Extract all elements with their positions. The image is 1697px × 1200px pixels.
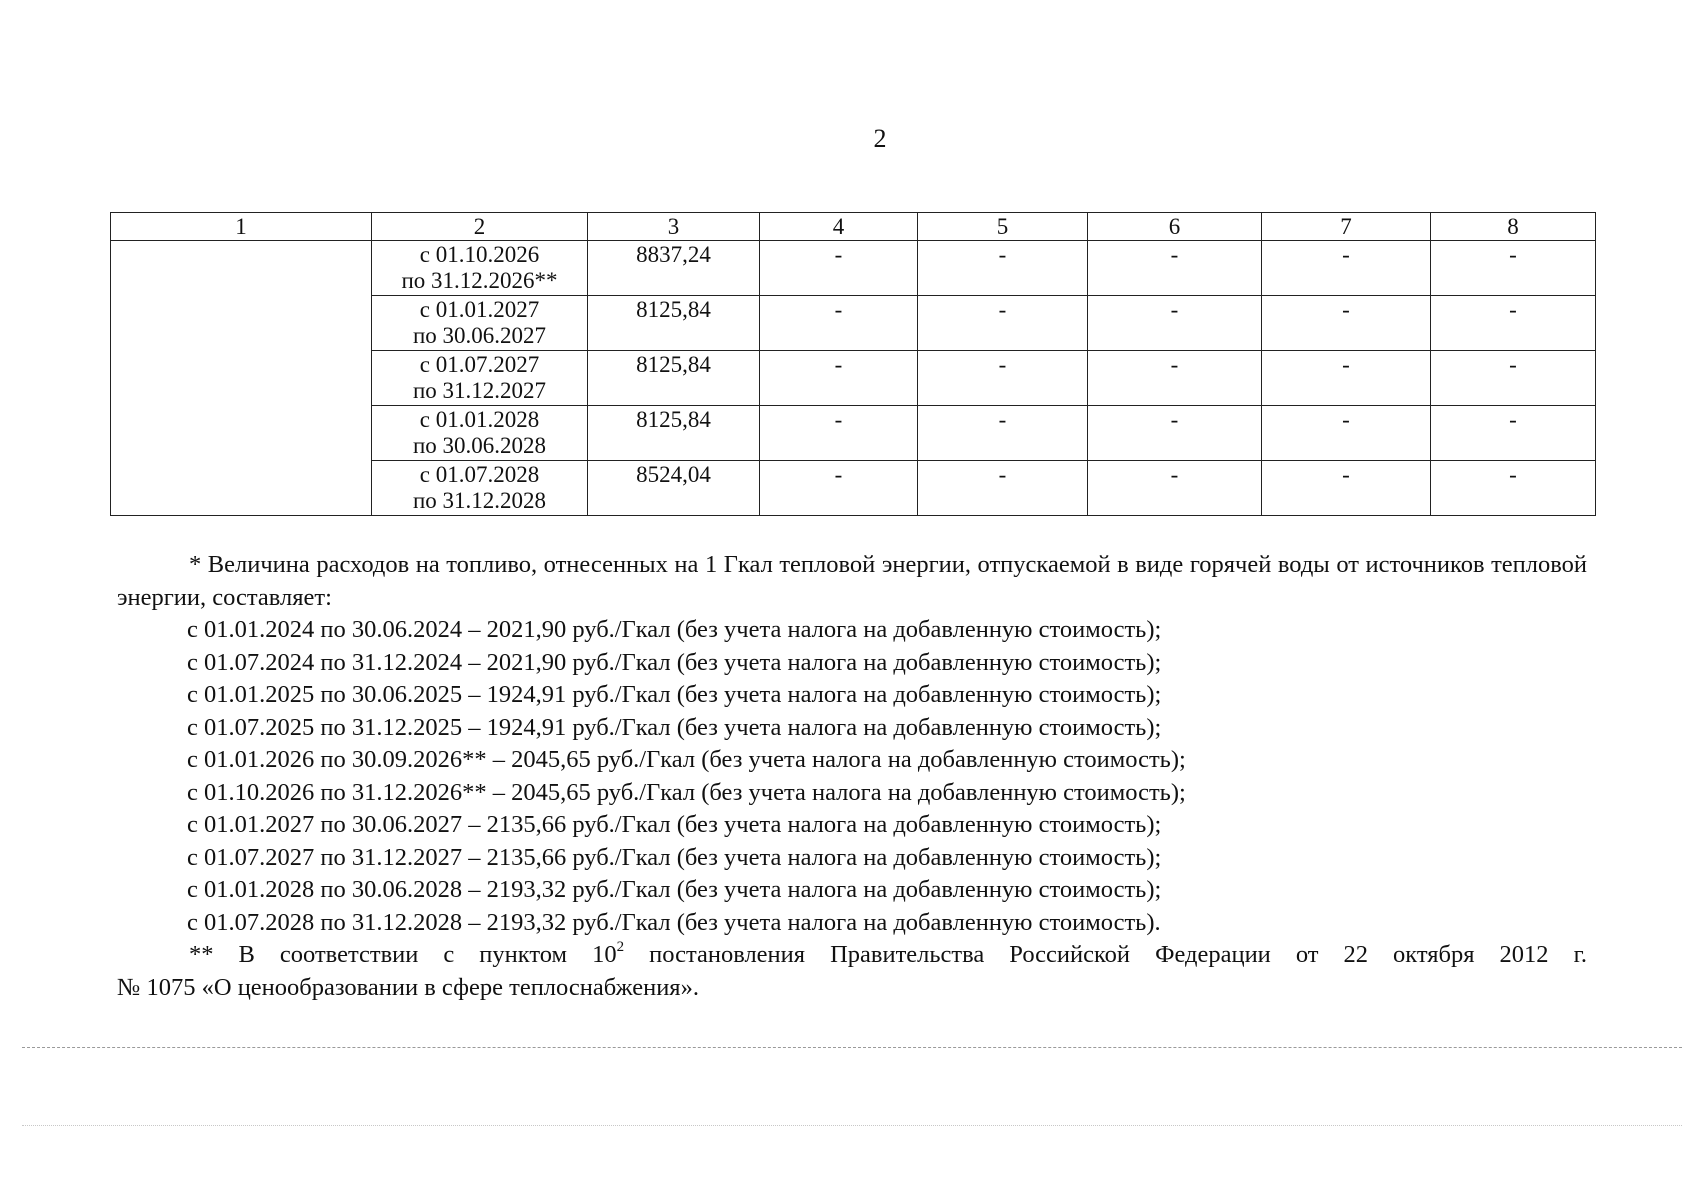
empty-value: - [1431,406,1596,461]
organization-cell [111,241,372,516]
period-from: с 01.07.2028 [419,462,540,487]
period-from: с 01.01.2027 [419,297,540,322]
empty-value: - [1431,351,1596,406]
footnote-legal-reference [117,939,1587,1004]
period-cell [372,296,588,351]
fuel-cost-line: с 01.01.2025 по 30.06.2025 – 1924,91 руб./Гкал (без учета налога на добавленную стоимость); [187,681,1162,708]
empty-value: - [760,296,918,351]
empty-value: - [1088,351,1262,406]
fuel-cost-line: с 01.01.2024 по 30.06.2024 – 2021,90 руб./Гкал (без учета налога на добавленную стоимость); [187,616,1162,643]
empty-value: - [760,241,918,296]
column-header: 3 [588,213,760,241]
footnote-fuel-costs-intro: * Величина расходов на топливо, отнесенных на 1 Гкал тепловой энергии, отпускаемой в виде горячей воды от источников тепловой энергии, составляет: [117,551,1587,611]
footnote-legal-reference-line1 [117,939,1587,972]
footnote-legal-reference-line2: № 1075 «О ценообразовании в сфере теплоснабжения». [117,973,699,1001]
column-header: 6 [1088,213,1262,241]
column-header: 8 [1431,213,1596,241]
empty-value: - [1262,351,1431,406]
period-to: по 30.06.2027 [412,323,547,348]
fuel-cost-line: с 01.10.2026 по 31.12.2026** – 2045,65 руб./Гкал (без учета налога на добавленную стоимость); [187,778,1186,806]
fuel-cost-line: с 01.07.2025 по 31.12.2025 – 1924,91 руб./Гкал (без учета налога на добавленную стоимость); [187,713,1162,741]
superscript: 2 [616,939,625,955]
footnotes [117,549,1587,1004]
page-divider [22,1047,1682,1048]
period-to: по 31.12.2028 [412,488,547,513]
period-from: с 01.07.2027 [419,352,540,377]
empty-value: - [1262,296,1431,351]
fuel-cost-line: с 01.01.2027 по 30.06.2027 – 2135,66 руб./Гкал (без учета налога на добавленную стоимость); [187,811,1162,838]
period-to: по 31.12.2027 [412,378,547,403]
period-cell [372,406,588,461]
column-header: 4 [760,213,918,241]
tariff-value: 8125,84 [588,351,760,406]
period-to: по 30.06.2028 [412,433,547,458]
column-header: 7 [1262,213,1431,241]
table-header-row [111,213,1596,241]
table-row [111,241,1596,296]
scan-noise [22,1125,1682,1126]
tariff-value: 8125,84 [588,296,760,351]
column-header: 1 [111,213,372,241]
fuel-cost-line: с 01.01.2028 по 30.06.2028 – 2193,32 руб./Гкал (без учета налога на добавленную стоимость); [187,876,1162,903]
column-header: 2 [372,213,588,241]
tariff-value: 8524,04 [588,461,760,516]
period-cell [372,241,588,296]
page-number: 2 [873,124,887,153]
tariff-value: 8837,24 [588,241,760,296]
empty-value: - [1262,406,1431,461]
fuel-cost-line: с 01.01.2026 по 30.09.2026** – 2045,65 руб./Гкал (без учета налога на добавленную стоимость); [187,746,1186,773]
period-cell [372,461,588,516]
period-cell [372,351,588,406]
period-from: с 01.10.2026 [419,242,540,267]
empty-value: - [760,351,918,406]
period-from: с 01.01.2028 [419,407,540,432]
empty-value: - [1431,241,1596,296]
empty-value: - [918,296,1088,351]
empty-value: - [1431,296,1596,351]
empty-value: - [918,241,1088,296]
empty-value: - [1088,461,1262,516]
empty-value: - [1262,461,1431,516]
empty-value: - [1088,241,1262,296]
footnote-text: постановления Правительства Российской Федерации от 22 октября 2012 г. [624,941,1587,968]
empty-value: - [760,406,918,461]
period-to: по 31.12.2026** [401,268,558,293]
empty-value: - [1088,296,1262,351]
fuel-cost-line: с 01.07.2028 по 31.12.2028 – 2193,32 руб./Гкал (без учета налога на добавленную стоимость). [187,908,1161,936]
tariff-table [110,212,1596,516]
empty-value: - [918,351,1088,406]
column-header: 5 [918,213,1088,241]
tariff-value: 8125,84 [588,406,760,461]
fuel-cost-line: с 01.07.2024 по 31.12.2024 – 2021,90 руб./Гкал (без учета налога на добавленную стоимость); [187,648,1162,676]
footnote-text: ** В соответствии с пунктом 10 [189,941,617,968]
empty-value: - [760,461,918,516]
empty-value: - [1431,461,1596,516]
empty-value: - [1088,406,1262,461]
fuel-cost-line: с 01.07.2027 по 31.12.2027 – 2135,66 руб./Гкал (без учета налога на добавленную стоимость); [187,843,1162,871]
empty-value: - [918,406,1088,461]
empty-value: - [918,461,1088,516]
empty-value: - [1262,241,1431,296]
